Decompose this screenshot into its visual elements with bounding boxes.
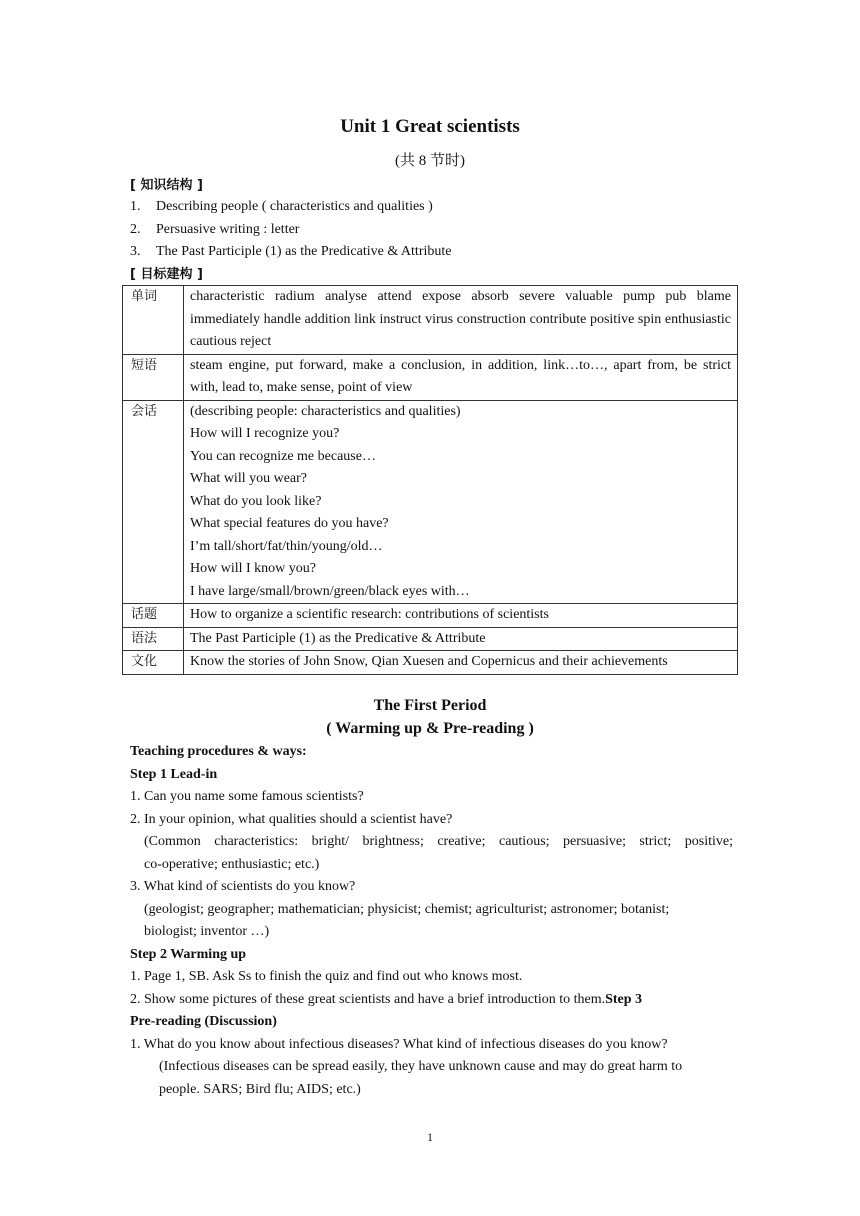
step1-answer-3-line1: (geologist; geographer; mathematician; physicist; chemist; agriculturist; astronomer; botanist; xyxy=(144,901,670,917)
step3-question-1: 1. What do you know about infectious diseases? What kind of infectious diseases do you know? xyxy=(130,1036,668,1052)
row-category: 会话 xyxy=(123,400,184,604)
page-number: 1 xyxy=(427,1130,433,1144)
dialogue-line: What do you look like? xyxy=(190,493,322,509)
knowledge-list xyxy=(130,196,451,264)
lesson-body xyxy=(130,741,733,1101)
period-subtitle: ( Warming up & Pre-reading ) xyxy=(326,720,534,737)
dialogue-line: How will I recognize you? xyxy=(190,426,340,441)
step1-question-2: 2. In your opinion, what qualities should a scientist have? xyxy=(130,811,453,827)
list-item: 3. The Past Participle (1) as the Predicative & Attribute xyxy=(130,244,452,259)
row-content: The Past Participle (1) as the Predicative & Attribute xyxy=(184,627,738,651)
step1-question-3: 3. What kind of scientists do you know? xyxy=(130,879,356,894)
step3-answer-1-line2: people. SARS; Bird flu; AIDS; etc.) xyxy=(159,1081,361,1097)
goals-heading: [ 目标建构 ] xyxy=(130,267,203,282)
row-content: How to organize a scientific research: contributions of scientists xyxy=(184,604,738,628)
table-row xyxy=(123,627,738,651)
dialogue-line: What will you wear? xyxy=(190,471,308,486)
unit-title: Unit 1 Great scientists xyxy=(340,116,520,137)
step3-heading-part1: Step 3 xyxy=(605,991,643,1007)
step2-line-1: 1. Page 1, SB. Ask Ss to finish the quiz and find out who knows most. xyxy=(130,969,523,984)
dialogue-line: What special features do you have? xyxy=(190,516,389,531)
step2-heading: Step 2 Warming up xyxy=(130,946,247,962)
step1-question-1: 1. Can you name some famous scientists? xyxy=(130,789,364,804)
table-row xyxy=(123,286,738,355)
row-category: 话题 xyxy=(123,604,184,628)
step3-answer-1-line1: (Infectious diseases can be spread easily, they have unknown cause and may do great harm to xyxy=(159,1059,683,1074)
dialogue-line: (describing people: characteristics and qualities) xyxy=(190,403,461,419)
table-row xyxy=(123,604,738,628)
step3-heading-part2: Pre-reading (Discussion) xyxy=(130,1014,277,1029)
dialogue-lines xyxy=(184,400,738,604)
row-content: Know the stories of John Snow, Qian Xuesen and Copernicus and their achievements xyxy=(184,651,738,675)
row-category: 文化 xyxy=(123,651,184,675)
dialogue-line: How will I know you? xyxy=(190,561,316,576)
dialogue-line: You can recognize me because… xyxy=(190,448,376,464)
goals-table xyxy=(122,285,738,675)
row-content: steam engine, put forward, make a conclusion, in addition, link…to…, apart from, be strict with, lead to, make sense, point of view xyxy=(184,354,738,400)
table-row xyxy=(123,651,738,675)
dialogue-line: I have large/small/brown/green/black eyes with… xyxy=(190,583,470,599)
procedures-heading: Teaching procedures & ways: xyxy=(130,744,307,759)
row-content: characteristic radium analyse attend expose absorb severe valuable pump pub blame immediately handle addition link instruct virus construction contribute positive spin enthusiastic cautious reject xyxy=(184,286,738,355)
list-item: 2. Persuasive writing : letter xyxy=(130,221,300,237)
table-row xyxy=(123,354,738,400)
unit-subtitle: (共 8 节时) xyxy=(395,153,465,169)
row-category: 语法 xyxy=(123,627,184,651)
step1-answer-2-line1: (Common characteristics: bright/ brightness; creative; cautious; persuasive; strict; positive; xyxy=(144,834,733,849)
table-row xyxy=(123,400,738,604)
dialogue-line: I’m tall/short/fat/thin/young/old… xyxy=(190,538,383,554)
row-category: 单词 xyxy=(123,286,184,355)
step1-answer-3-line2: biologist; inventor …) xyxy=(144,924,270,939)
step1-heading: Step 1 Lead-in xyxy=(130,766,218,782)
period-title: The First Period xyxy=(373,697,487,714)
knowledge-heading: [ 知识结构 ] xyxy=(130,178,203,193)
row-category: 短语 xyxy=(123,354,184,400)
step1-answer-2-line2: co-operative; enthusiastic; etc.) xyxy=(144,856,320,872)
step2-line-2: 2. Show some pictures of these great scientists and have a brief introduction to them.Step 3 xyxy=(130,991,643,1007)
list-item: 1. Describing people ( characteristics and qualities ) xyxy=(130,199,433,214)
